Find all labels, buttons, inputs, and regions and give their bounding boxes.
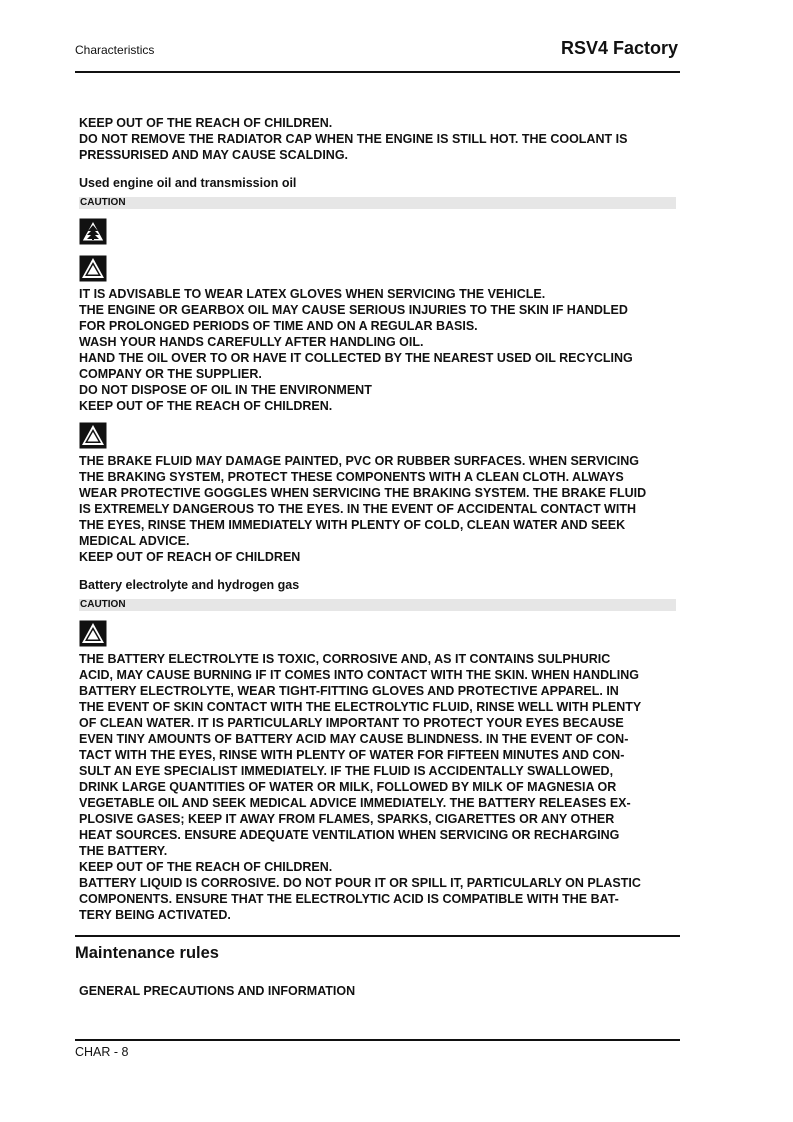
- text-line: HAND THE OIL OVER TO OR HAVE IT COLLECTED BY THE NEAREST USED OIL RECYCLING: [79, 351, 633, 365]
- text-line: THE ENGINE OR GEARBOX OIL MAY CAUSE SERIOUS INJURIES TO THE SKIN IF HANDLED: [79, 303, 628, 317]
- text-line: SULT AN EYE SPECIALIST IMMEDIATELY. IF THE FLUID IS ACCIDENTALLY SWALLOWED,: [79, 764, 614, 778]
- text-line: DRINK LARGE QUANTITIES OF WATER OR MILK, FOLLOWED BY MILK OF MAGNESIA OR: [79, 780, 617, 794]
- text-line: FOR PROLONGED PERIODS OF TIME AND ON A REGULAR BASIS.: [79, 319, 478, 333]
- text-line: OF CLEAN WATER. IT IS PARTICULARLY IMPORTANT TO PROTECT YOUR EYES BECAUSE: [79, 716, 624, 730]
- text-line: COMPONENTS. ENSURE THAT THE ELECTROLYTIC ACID IS COMPATIBLE WITH THE BAT-: [79, 892, 619, 906]
- text-line: WASH YOUR HANDS CAREFULLY AFTER HANDLING OIL.: [79, 335, 424, 349]
- text-line: THE BRAKE FLUID MAY DAMAGE PAINTED, PVC OR RUBBER SURFACES. WHEN SERVICING: [79, 454, 640, 468]
- text-line: KEEP OUT OF THE REACH OF CHILDREN.: [79, 860, 333, 874]
- text-line: THE BATTERY.: [79, 844, 168, 858]
- text-line: DO NOT DISPOSE OF OIL IN THE ENVIRONMENT: [79, 383, 372, 397]
- text-line: IS EXTREMELY DANGEROUS TO THE EYES. IN THE EVENT OF ACCIDENTAL CONTACT WITH: [79, 502, 636, 516]
- caution-label: CAUTION: [79, 599, 676, 611]
- brake-fluid-warning-text: [79, 453, 676, 565]
- warning-triangle-icon: [79, 620, 107, 647]
- text-line: BATTERY ELECTROLYTE, WEAR TIGHT-FITTING GLOVES AND PROTECTIVE APPAREL. IN: [79, 684, 619, 698]
- coolant-warning-text: [79, 115, 676, 163]
- text-line: BATTERY LIQUID IS CORROSIVE. DO NOT POUR IT OR SPILL IT, PARTICULARLY ON PLASTIC: [79, 876, 641, 890]
- caution-label: CAUTION: [79, 197, 676, 209]
- text-line: VEGETABLE OIL AND SEEK MEDICAL ADVICE IMMEDIATELY. THE BATTERY RELEASES EX-: [79, 796, 631, 810]
- oil-heading: Used engine oil and transmission oil: [79, 176, 297, 190]
- page-number: CHAR - 8: [75, 1045, 129, 1059]
- section-subtitle: GENERAL PRECAUTIONS AND INFORMATION: [79, 984, 356, 998]
- text-line: THE EVENT OF SKIN CONTACT WITH THE ELECTROLYTIC FLUID, RINSE WELL WITH PLENTY: [79, 700, 642, 714]
- warning-triangle-icon: [79, 422, 107, 449]
- section-rule: [75, 935, 680, 937]
- text-line: KEEP OUT OF REACH OF CHILDREN: [79, 550, 301, 564]
- text-line: THE BATTERY ELECTROLYTE IS TOXIC, CORROSIVE AND, AS IT CONTAINS SULPHURIC: [79, 652, 611, 666]
- text-line: DO NOT REMOVE THE RADIATOR CAP WHEN THE ENGINE IS STILL HOT. THE COOLANT IS: [79, 132, 628, 146]
- text-line: THE BRAKING SYSTEM, PROTECT THESE COMPONENTS WITH A CLEAN CLOTH. ALWAYS: [79, 470, 624, 484]
- text-line: TACT WITH THE EYES, RINSE WITH PLENTY OF WATER FOR FIFTEEN MINUTES AND CON-: [79, 748, 625, 762]
- warning-triangle-icon: [79, 255, 107, 282]
- text-line: KEEP OUT OF THE REACH OF CHILDREN.: [79, 116, 333, 130]
- battery-heading: Battery electrolyte and hydrogen gas: [79, 578, 300, 592]
- text-line: IT IS ADVISABLE TO WEAR LATEX GLOVES WHEN SERVICING THE VEHICLE.: [79, 287, 546, 301]
- text-line: KEEP OUT OF THE REACH OF CHILDREN.: [79, 399, 333, 413]
- text-line: TERY BEING ACTIVATED.: [79, 908, 231, 922]
- text-line: ACID, MAY CAUSE BURNING IF IT COMES INTO CONTACT WITH THE SKIN. WHEN HANDLING: [79, 668, 639, 682]
- text-line: WEAR PROTECTIVE GOGGLES WHEN SERVICING THE BRAKING SYSTEM. THE BRAKE FLUID: [79, 486, 647, 500]
- text-line: HEAT SOURCES. ENSURE ADEQUATE VENTILATION WHEN SERVICING OR RECHARGING: [79, 828, 620, 842]
- text-line: EVEN TINY AMOUNTS OF BATTERY ACID MAY CAUSE BLINDNESS. IN THE EVENT OF CON-: [79, 732, 629, 746]
- section-title: Maintenance rules: [75, 944, 219, 962]
- text-line: PRESSURISED AND MAY CAUSE SCALDING.: [79, 148, 349, 162]
- content: [79, 115, 676, 923]
- header-section: Characteristics: [75, 43, 155, 57]
- top-rule: [75, 71, 680, 73]
- text-line: PLOSIVE GASES; KEEP IT AWAY FROM FLAMES, SPARKS, CIGARETTES OR ANY OTHER: [79, 812, 615, 826]
- oil-warning-text: [79, 286, 676, 414]
- environment-tree-icon: [79, 218, 107, 245]
- footer-rule: [75, 1039, 680, 1041]
- battery-warning-text: [79, 651, 676, 923]
- text-line: MEDICAL ADVICE.: [79, 534, 190, 548]
- text-line: THE EYES, RINSE THEM IMMEDIATELY WITH PLENTY OF COLD, CLEAN WATER AND SEEK: [79, 518, 626, 532]
- header-model: RSV4 Factory: [560, 38, 678, 58]
- text-line: COMPANY OR THE SUPPLIER.: [79, 367, 262, 381]
